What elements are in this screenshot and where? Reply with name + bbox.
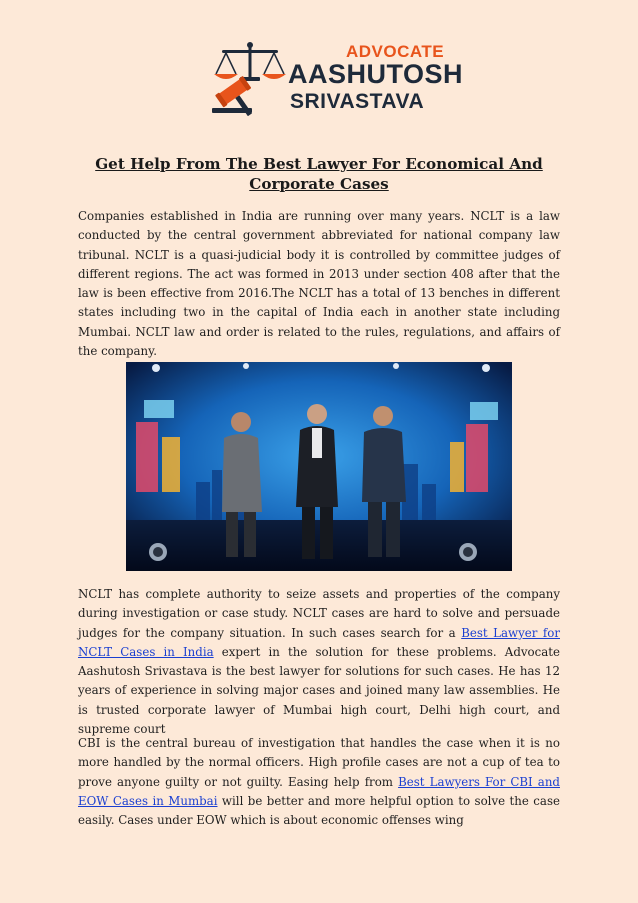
cbi-paragraph <box>78 734 560 830</box>
page-heading: Get Help From The Best Lawyer For Economical And Corporate Cases <box>95 155 543 193</box>
nclt-paragraph <box>78 585 560 739</box>
intro-paragraph: Companies established in India are running over many years. NCLT is a law conducted by the central government abbreviated for national company law tribunal. NCLT is a quasi-judicial body it is controlled by committee judges of different regions. The act was formed in 2013 under section 408 after that the law is been effective from 2016.The NCLT has a total of 13 benches in different states including two in the capital of India each in another state including Mumbai. NCLT law and order is related to the rules, regulations, and affairs of the company. <box>78 209 560 359</box>
logo-name-text: AASHUTOSH <box>288 59 464 89</box>
cbi-eow-lawyer-link[interactable]: Best Lawyers For CBI and EOW Cases in Mumbai <box>78 774 560 808</box>
logo-advocate-text: ADVOCATE <box>346 42 445 61</box>
paragraph-text: CBI is the central bureau of investigation that handles the case when it is no more handled by the normal officers. High profile cases are not a cup of tea to prove anyone guilty or not guilty. Easing help from <box>78 736 560 789</box>
logo-surname-text: SRIVASTAVA <box>290 90 425 113</box>
scales-and-gavel-icon <box>206 38 296 116</box>
three-men-on-stage-photo <box>126 362 512 571</box>
advocate-logo <box>206 38 464 116</box>
paragraph-text: will be better and more helpful option to solve the case easily. Cases under EOW which is about economic offenses wing <box>78 793 560 828</box>
nclt-lawyer-link[interactable]: Best Lawyer for NCLT Cases in India <box>78 625 560 659</box>
paragraph-text: expert in the solution for these problems. Advocate Aashutosh Srivastava is the best lawyer for solutions for such cases. He has 12 years of experience in solving major cases and joined many law assemblies. He is trusted corporate lawyer of Mumbai high court, Delhi high court, and supreme court <box>78 644 560 737</box>
paragraph-text: NCLT has complete authority to seize assets and properties of the company during investigation or case study. NCLT cases are hard to solve and persuade judges for the company situation. In such cases search for a <box>78 587 560 640</box>
